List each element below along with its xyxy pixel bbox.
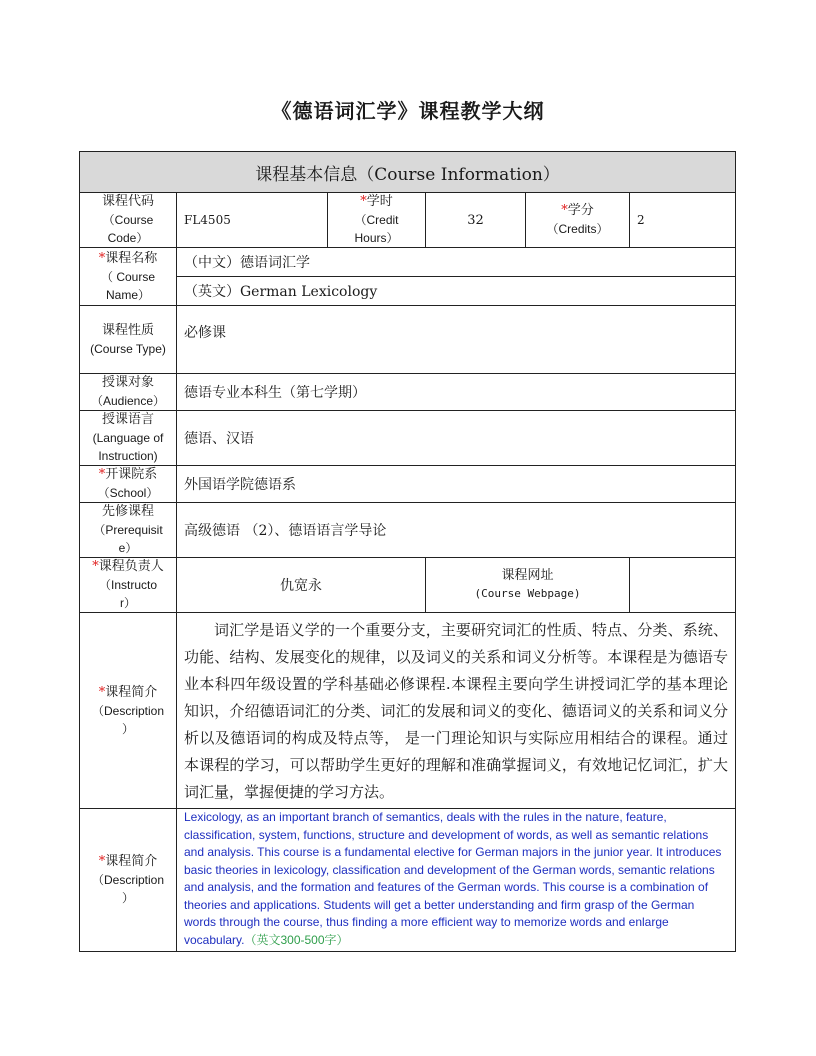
label-course-code: 课程代码 （Course Code） [80,193,177,248]
row-audience [80,374,736,411]
label-description-zh: *课程简介 （Description ） [80,613,177,809]
row-course-name [80,248,736,277]
description-en-text: Lexicology, as an important branch of semantics, deals with the rules in the nature, feature, classification, system, functions, structure and development of words, as well as semantic relations and analysis. This course is a fundamental elective for German majors in the junior year. It introduces basic theories in lexicology, classification and development of the German words, semantic relations and analysis, and the formation and features of the German words. This course is a combination of theories and applications. Students will get a better understanding and firm grasp of the German words through the course, thus finding a more efficient way to memorize words and enlarge vocabulary. [184,810,722,947]
credit-hours-value: 32 [426,193,526,248]
label-language: 授课语言 (Language of Instruction) [80,411,177,466]
audience-value: 德语专业本科生（第七学期） [177,374,736,411]
credits-value: 2 [630,193,736,248]
label-course-type: 课程性质 (Course Type) [80,306,177,374]
label-course-name: *课程名称 （ Course Name） [80,248,177,306]
label-prerequisite: 先修课程 （Prerequisit e） [80,503,177,558]
label-credits: *学分 （Credits） [526,193,630,248]
course-code-value: FL4505 [177,193,328,248]
course-name-en: （英文）German Lexicology [177,277,736,306]
course-type-value: 必修课 [177,306,736,374]
description-zh-text: 词汇学是语义学的一个重要分支，主要研究词汇的性质、特点、分类、系统、功能、结构、发展变化的规律，以及词义的关系和词义分析等。本课程是为德语专业本科四年级设置的学科基础必修课程.本课程主要向学生讲授词汇学的基本理论知识，介绍德语词汇的分类、词汇的发展和词义的变化、德语词义的关系和词义分析以及德语词的构成及特点等， 是一门理论知识与实际应用相结合的课程。通过本课程的学习，可以帮助学生更好的理解和准确掌握词义，有效地记忆词汇，扩大词汇量，掌握便捷的学习方法。 [177,613,736,809]
language-value: 德语、汉语 [177,411,736,466]
required-mark: * [98,854,106,869]
label-course-webpage: 课程网址 (Course Webpage) [426,558,630,613]
page-title: 《德语词汇学》课程教学大纲 [271,99,545,123]
course-info-table [79,151,736,952]
label-description-en: *课程简介 （Description ） [80,809,177,952]
required-mark: * [561,203,568,218]
table-header: 课程基本信息（Course Information） [80,152,736,193]
row-language [80,411,736,466]
required-mark: * [360,194,367,209]
label-school: *开课院系 （School） [80,466,177,503]
row-prerequisite [80,503,736,558]
school-value: 外国语学院德语系 [177,466,736,503]
word-count-note: （英文300-500字） [244,932,349,947]
instructor-value: 仇宽永 [177,558,426,613]
row-description-en [80,809,736,952]
row-description-zh [80,613,736,809]
row-code-hours-credits [80,193,736,248]
required-mark: * [98,684,106,700]
required-mark: * [92,559,99,574]
label-audience: 授课对象 （Audience） [80,374,177,411]
row-course-type [80,306,736,374]
label-credit-hours: *学时 （Credit Hours） [328,193,426,248]
prerequisite-value: 高级德语 （2）、德语语言学导论 [177,503,736,558]
course-name-zh: （中文）德语词汇学 [177,248,736,277]
row-instructor [80,558,736,613]
required-mark: * [98,250,106,266]
label-instructor: *课程负责人 （Instructo r） [80,558,177,613]
row-school [80,466,736,503]
required-mark: * [98,467,106,482]
course-webpage-value [630,558,736,613]
description-en-cell [177,809,736,952]
